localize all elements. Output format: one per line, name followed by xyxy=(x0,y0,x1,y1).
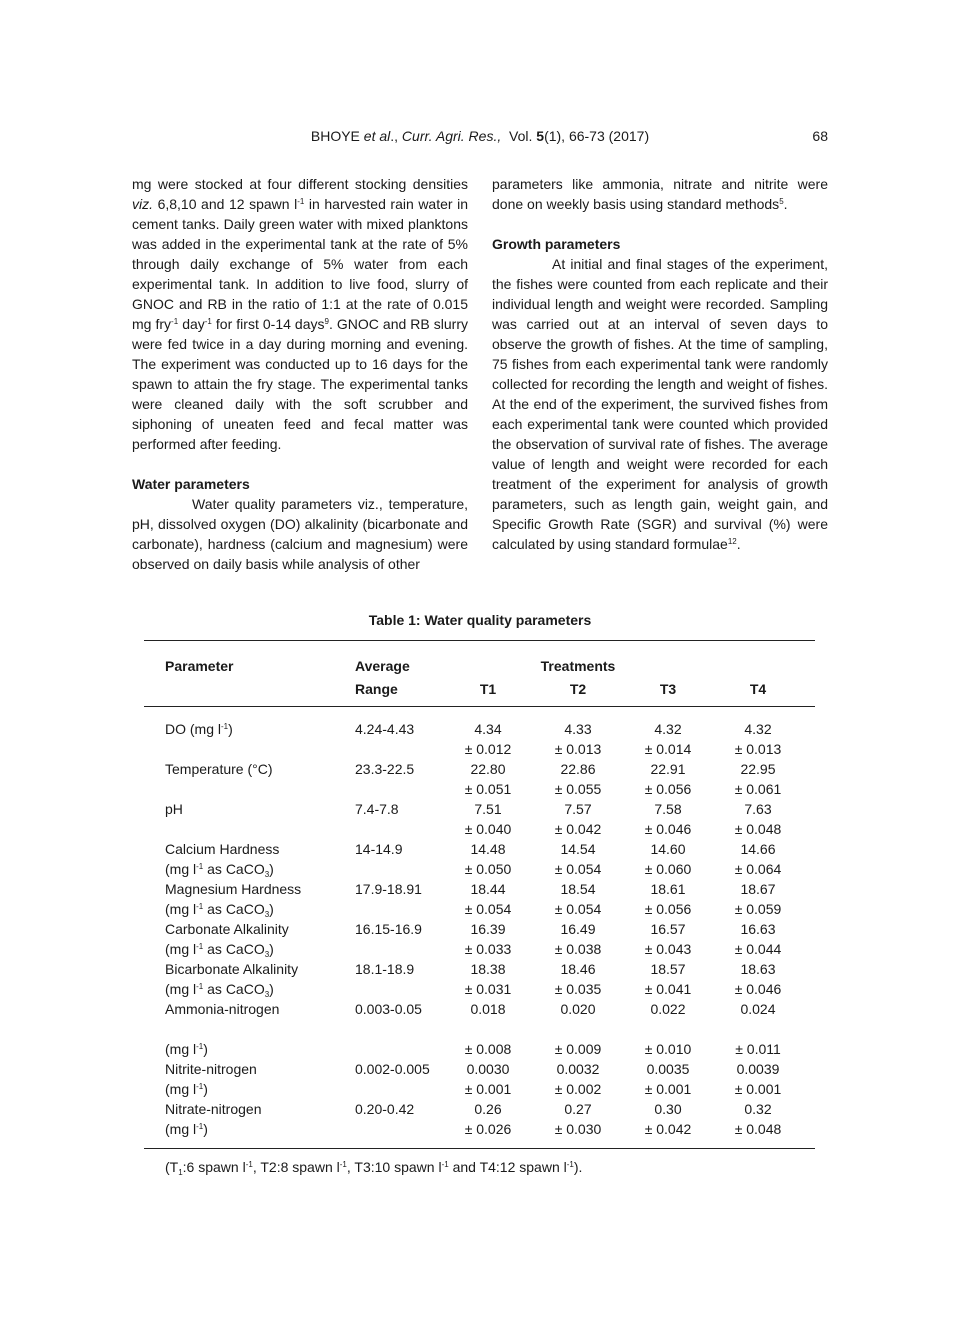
growth-parameters-heading: Growth parameters xyxy=(492,236,621,252)
table-cell-mean: 7.63 xyxy=(744,801,772,817)
table-row-parameter: pH xyxy=(165,801,183,817)
table-cell-mean: 18.57 xyxy=(650,961,686,977)
table-cell-mean: 18.44 xyxy=(470,881,506,897)
table-row-range: 0.003-0.05 xyxy=(355,1001,422,1017)
table-cell-sd: ± 0.055 xyxy=(554,781,602,797)
table-cell-mean: 4.33 xyxy=(564,721,592,737)
table-cell-sd: ± 0.030 xyxy=(554,1121,602,1137)
table-row-unit: (mg $l^{-1}$ as CaCO$_3$) xyxy=(165,941,274,959)
table-header-rule xyxy=(144,706,815,707)
header-authors: BHOYE xyxy=(310,128,360,144)
table-cell-mean: 18.38 xyxy=(470,961,506,977)
table-cell-mean: 18.46 xyxy=(560,961,596,977)
table-cell-mean: 22.91 xyxy=(650,761,686,777)
table-cell-sd: ± 0.035 xyxy=(554,981,602,997)
table-cell-mean: 18.63 xyxy=(740,961,776,977)
table-row-range: 4.24-4.43 xyxy=(355,721,415,737)
table-cell-sd: ± 0.031 xyxy=(464,981,512,997)
table-cell-mean: 22.86 xyxy=(560,761,596,777)
table-cell-mean: 7.51 xyxy=(474,801,502,817)
col-header-parameter: Parameter xyxy=(165,658,234,674)
table-cell-mean: 16.63 xyxy=(740,921,776,937)
table-cell-mean: 0.32 xyxy=(744,1101,772,1117)
table-cell-mean: 22.95 xyxy=(740,761,776,777)
left-paragraph-2: Water quality parameters viz., temperature, pH, dissolved oxygen (DO) alkalinity (bicarbonate and carbonate), hardness (calcium and magnesium) were observed on daily basis while analysis of other xyxy=(132,496,468,572)
table-row-range: 7.4-7.8 xyxy=(355,801,399,817)
table-cell-sd: ± 0.010 xyxy=(644,1041,692,1057)
table-cell-mean: 22.80 xyxy=(470,761,506,777)
table-cell-mean: 0.0030 xyxy=(466,1061,510,1077)
table-cell-mean: 14.54 xyxy=(560,841,596,857)
table-cell-mean: 14.66 xyxy=(740,841,776,857)
col-header-treatments: Treatments xyxy=(540,658,616,674)
table-cell-sd: ± 0.042 xyxy=(554,821,602,837)
table-cell-sd: ± 0.044 xyxy=(734,941,782,957)
table-cell-mean: 0.0035 xyxy=(646,1061,690,1077)
table-row-parameter: Temperature (°C) xyxy=(165,761,273,777)
table-row-parameter: Bicarbonate Alkalinity xyxy=(165,961,299,977)
table-cell-sd: ± 0.026 xyxy=(464,1121,512,1137)
table-cell-mean: 0.024 xyxy=(740,1001,776,1017)
table-cell-sd: ± 0.048 xyxy=(734,1121,782,1137)
table-row-range: 16.15-16.9 xyxy=(355,921,422,937)
table-cell-sd: ± 0.002 xyxy=(554,1081,602,1097)
col-header-t4: T4 xyxy=(749,681,767,697)
table-cell-sd: ± 0.050 xyxy=(464,861,512,877)
table-cell-mean: 0.022 xyxy=(650,1001,686,1017)
table-cell-sd: ± 0.056 xyxy=(644,901,692,917)
table-cell-sd: ± 0.033 xyxy=(464,941,512,957)
table-cell-sd: ± 0.043 xyxy=(644,941,692,957)
table-cell-sd: ± 0.061 xyxy=(734,781,782,797)
page-number: 68 xyxy=(812,128,828,144)
table-row-unit: (mg $l^{-1}$) xyxy=(165,1041,208,1057)
col-header-range: Range xyxy=(355,681,398,697)
header-vol-prefix: Vol. xyxy=(509,128,533,144)
table-cell-sd: ± 0.042 xyxy=(644,1121,692,1137)
table-cell-mean: 0.30 xyxy=(654,1101,682,1117)
table-cell-mean: 7.57 xyxy=(564,801,592,817)
table-cell-mean: 4.34 xyxy=(474,721,502,737)
table-row-parameter: Nitrate-nitrogen xyxy=(165,1101,262,1117)
col-header-t2: T2 xyxy=(569,681,587,697)
table-top-rule xyxy=(144,640,815,641)
table-cell-sd: ± 0.001 xyxy=(644,1081,692,1097)
header-issue-pages: (1), 66-73 (2017) xyxy=(544,128,650,144)
table-row-parameter: Ammonia-nitrogen xyxy=(165,1001,280,1017)
table-cell-mean: 0.020 xyxy=(560,1001,596,1017)
table-cell-sd: ± 0.051 xyxy=(464,781,512,797)
water-parameters-heading: Water parameters xyxy=(132,476,250,492)
table-row-range: 0.002-0.005 xyxy=(355,1061,430,1077)
table-cell-sd: ± 0.041 xyxy=(644,981,692,997)
table-row-range: 18.1-18.9 xyxy=(355,961,415,977)
table-caption: Table 1: Water quality parameters xyxy=(368,612,592,628)
table-row-parameter: DO (mg $l^{-1}$) xyxy=(165,721,233,737)
table-cell-mean: 7.58 xyxy=(654,801,682,817)
table-cell-sd: ± 0.040 xyxy=(464,821,512,837)
header-journal: Curr. Agri. Res., xyxy=(401,128,502,144)
table-row-unit: (mg $l^{-1}$) xyxy=(165,1081,208,1097)
table-cell-sd: ± 0.046 xyxy=(644,821,692,837)
table-cell-mean: 18.61 xyxy=(650,881,686,897)
table-row-parameter: Carbonate Alkalinity xyxy=(165,921,289,937)
table-cell-mean: 16.49 xyxy=(560,921,596,937)
header-vol-num: 5 xyxy=(536,128,545,144)
table-cell-sd: ± 0.011 xyxy=(735,1041,781,1057)
table-cell-sd: ± 0.054 xyxy=(554,861,602,877)
table-cell-mean: 14.60 xyxy=(650,841,686,857)
right-paragraph-1: parameters like ammonia, nitrate and nitrite were done on weekly basis using standard methods$^5$. xyxy=(492,176,828,212)
table-cell-sd: ± 0.056 xyxy=(644,781,692,797)
table-cell-mean: 0.26 xyxy=(474,1101,502,1117)
table-cell-mean: 0.0039 xyxy=(736,1061,780,1077)
table-bottom-rule xyxy=(144,1148,815,1149)
table-cell-sd: ± 0.009 xyxy=(554,1041,602,1057)
table-cell-mean: 16.39 xyxy=(470,921,506,937)
table-row-range: 17.9-18.91 xyxy=(355,881,422,897)
table-cell-sd: ± 0.013 xyxy=(734,741,782,757)
table-cell-sd: ± 0.054 xyxy=(554,901,602,917)
right-column xyxy=(492,174,828,554)
table-cell-mean: 18.54 xyxy=(560,881,596,897)
table-row-range: 14-14.9 xyxy=(355,841,403,857)
col-header-t3: T3 xyxy=(659,681,677,697)
table-cell-mean: 4.32 xyxy=(744,721,772,737)
table-cell-sd: ± 0.001 xyxy=(464,1081,512,1097)
table-cell-sd: ± 0.059 xyxy=(734,901,782,917)
table-cell-mean: 0.018 xyxy=(470,1001,506,1017)
table-row-parameter: Nitrite-nitrogen xyxy=(165,1061,257,1077)
table-row-unit: (mg $l^{-1}$ as CaCO$_3$) xyxy=(165,861,274,879)
table-cell-sd: ± 0.046 xyxy=(734,981,782,997)
table-row-range: 0.20-0.42 xyxy=(355,1101,415,1117)
table-cell-mean: 0.0032 xyxy=(556,1061,600,1077)
left-column xyxy=(132,174,468,574)
table-cell-mean: 14.48 xyxy=(470,841,506,857)
left-paragraph-1: mg were stocked at four different stocking densities viz. 6,8,10 and 12 spawn $l^{-1}$ in harvested rain water in cement tanks. Daily green water with mixed planktons was added in the experimental tank at the rate of 5% through daily exchange of 5% water from each experimental tank. In addition to live food, slurry of GNOC and RB in the ratio of 1:1 at the rate of 0.015 mg fry$^{-1}$ day$^{-1}$ for first 0-14 days$^9$. GNOC and RB slurry were fed twice in a day during morning and evening. The experiment was conducted up to 16 days for the spawn to attain the fry stage. The experimental tanks were cleaned daily with the soft scrubber and siphoning of uneaten feed and fecal matter was performed after feeding. xyxy=(132,176,469,452)
table-cell-sd: ± 0.008 xyxy=(464,1041,512,1057)
table-cell-mean: 0.27 xyxy=(564,1101,592,1117)
table-footnote: ($T_1:6$ spawn $l^{-1}$, T2:8 spawn $l^{-1}$, T3:10 spawn $l^{-1}$ and T4:12 spawn $l^{-1}$). xyxy=(165,1159,583,1177)
table-row-unit: (mg $l^{-1}$ as CaCO$_3$) xyxy=(165,901,274,919)
table-row-unit: (mg $l^{-1}$ as CaCO$_3$) xyxy=(165,981,274,999)
table-cell-sd: ± 0.012 xyxy=(464,741,512,757)
right-paragraph-2: At initial and final stages of the experiment, the fishes were counted from each replicate and their individual length and weight were recorded. Sampling was carried out at an interval of seven days to observe the growth of fishes. At the time of sampling, 75 fishes from each experimental tank were randomly collected for recording the length and weight of fishes. At the end of the experiment, the survived fishes from each experimental tank were counted which provided the observation of survival rate of fishes. The average value of length and weight were recorded for each treatment of the experiment for analysis of growth parameters, such as length gain, weight gain, and Specific Growth Rate (SGR) and survival (%) were calculated by using standard formulae$^{12}$. xyxy=(492,256,828,552)
table-row-parameter: Magnesium Hardness xyxy=(165,881,302,897)
table-cell-sd: ± 0.060 xyxy=(644,861,692,877)
table-cell-sd: ± 0.048 xyxy=(734,821,782,837)
table-cell-mean: 16.57 xyxy=(650,921,686,937)
citation: BHOYE et al., Curr. Agri. Res., Vol. 5(1), 66-73 (2017) xyxy=(310,128,650,144)
table-cell-sd: ± 0.064 xyxy=(734,861,782,877)
table-cell-mean: 4.32 xyxy=(654,721,682,737)
col-header-t1: T1 xyxy=(479,681,497,697)
table-cell-sd: ± 0.014 xyxy=(644,741,692,757)
table-row-range: 23.3-22.5 xyxy=(355,761,415,777)
header-etal: et al xyxy=(363,128,391,144)
col-header-average: Average xyxy=(355,658,410,674)
table-row-parameter: Calcium Hardness xyxy=(165,841,280,857)
table-row-unit: (mg $l^{-1}$) xyxy=(165,1121,208,1137)
table-cell-mean: 18.67 xyxy=(740,881,776,897)
table-cell-sd: ± 0.013 xyxy=(554,741,602,757)
table-cell-sd: ± 0.038 xyxy=(554,941,602,957)
table-cell-sd: ± 0.054 xyxy=(464,901,512,917)
table-cell-sd: ± 0.001 xyxy=(734,1081,782,1097)
